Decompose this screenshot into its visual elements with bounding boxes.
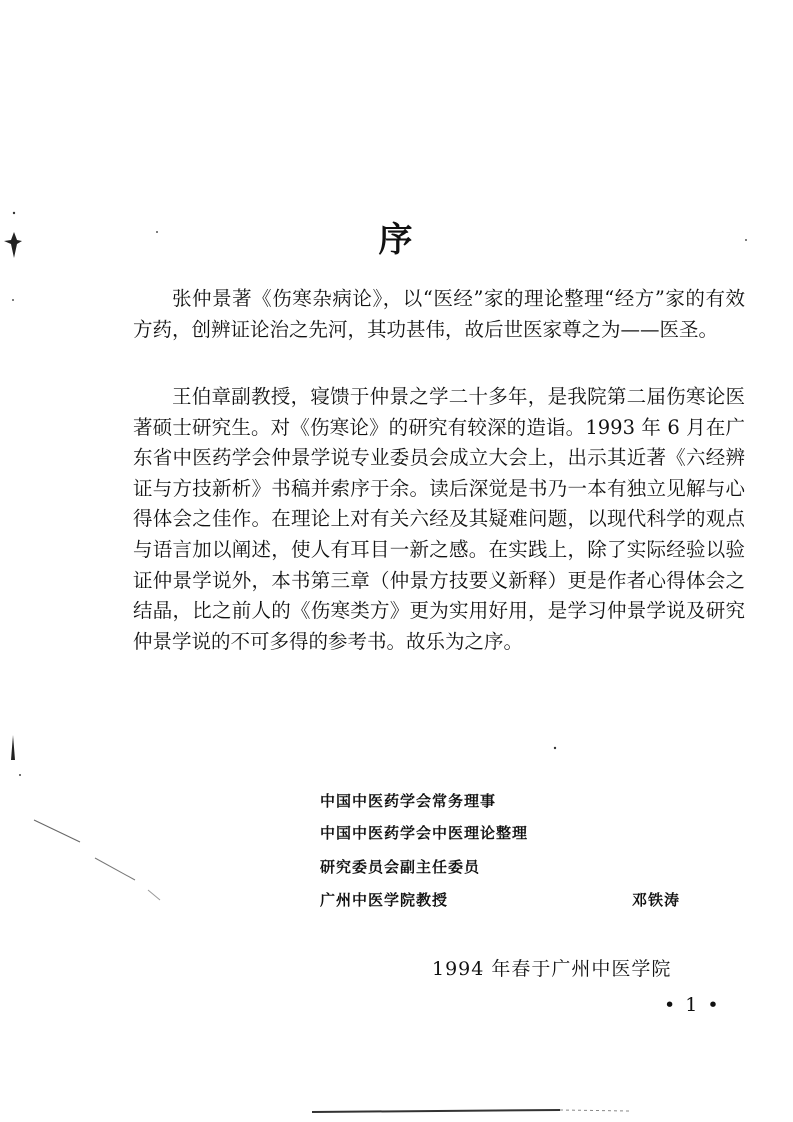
page-title: 序	[378, 220, 415, 260]
date-line: 1994 年春于广州中医学院	[432, 958, 672, 980]
page-number: • 1 •	[664, 994, 721, 1016]
signature-name: 邓铁涛	[632, 891, 681, 909]
paragraph-1: 张仲景著《伤寒杂病论》，以“医经”家的理论整理“经方”家的有效方药，创辨证论治之先河，其功甚伟，故后世医家尊之为——医圣。	[133, 287, 745, 341]
signature-line-1: 中国中医药学会常务理事	[320, 792, 497, 810]
signature-line-4: 广州中医学院教授	[320, 891, 449, 909]
signature-line-3: 研究委员会副主任委员	[320, 858, 481, 876]
signature-line-2: 中国中医药学会中医理论整理	[320, 824, 529, 842]
paragraph-2: 王伯章副教授，寝馈于仲景之学二十多年，是我院第二届伤寒论医著硕士研究生。对《伤寒论》的研究有较深的造诣。1993 年 6 月在广东省中医药学会仲景学说专业委员会成立大会上，出示其近著《六经辨证与方技新析》书稿并索序于余。读后深觉是书乃一本有独立见解与心得体会之佳作。在理论上对有关六经及其疑难问题，以现代科学的观点与语言加以阐述，使人有耳目一新之感。在实践上，除了实际经验以验证仲景学说外，本书第三章（仲景方技要义新释）更是作者心得体会之结晶，比之前人的《伤寒类方》更为实用好用，是学习仲景学说及研究仲景学说的不可多得的参考书。故乐为之序。	[133, 385, 745, 653]
